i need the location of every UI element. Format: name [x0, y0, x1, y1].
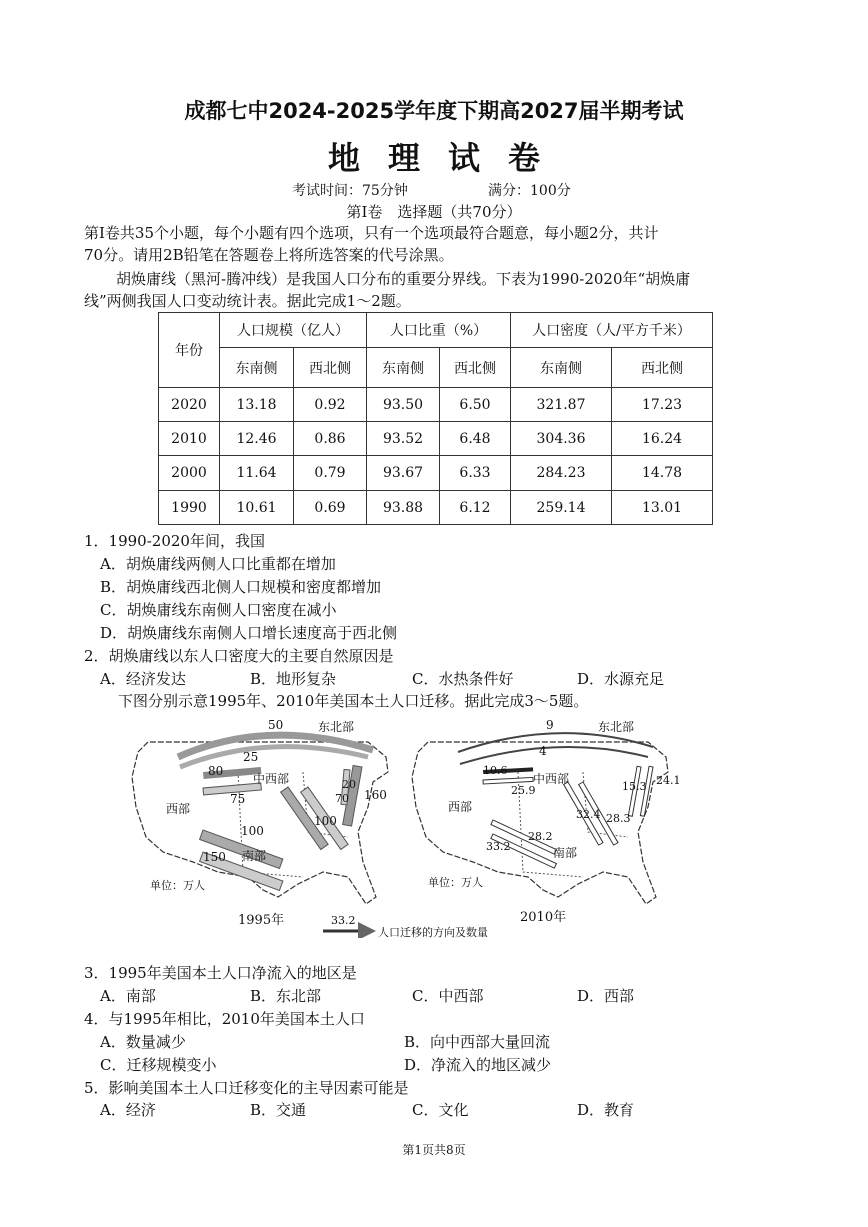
legend-label: 人口迁移的方向及数量 — [378, 926, 488, 939]
group-header-density: 人口密度（人/平方千米） — [511, 313, 713, 348]
q1-option-b: B．胡焕庸线西北侧人口规模和密度都增加 — [100, 578, 382, 596]
flow-label: 25.9 — [511, 784, 536, 797]
q1-option-c: C．胡焕庸线东南侧人口密度在减小 — [100, 601, 337, 619]
table-cell: 93.52 — [367, 422, 440, 456]
page-footer: 第1页共8页 — [402, 1143, 466, 1157]
table-cell: 16.24 — [612, 422, 713, 456]
table-cell: 12.46 — [220, 422, 294, 456]
q3-stem: 3．1995年美国本土人口净流入的地区是 — [84, 964, 357, 982]
unit-label-1995: 单位：万人 — [150, 879, 205, 892]
table-cell: 284.23 — [511, 456, 612, 491]
region-label-northeast: 东北部 — [318, 720, 355, 734]
table-cell: 321.87 — [511, 388, 612, 422]
q2-option-b: B．地形复杂 — [250, 670, 337, 688]
q5-option-b: B．交通 — [250, 1101, 307, 1119]
table-cell: 304.36 — [511, 422, 612, 456]
year-label-2010: 2010年 — [520, 910, 567, 925]
table-cell: 6.50 — [440, 388, 511, 422]
flow-label: 75 — [230, 792, 246, 806]
q3-option-d: D．西部 — [577, 987, 635, 1005]
table-cell: 14.78 — [612, 456, 713, 491]
flow-label: 80 — [208, 764, 224, 778]
flow-label: 9 — [546, 718, 554, 732]
table-cell: 13.18 — [220, 388, 294, 422]
q2-option-a: A．经济发达 — [100, 670, 186, 688]
migration-maps-figure — [118, 712, 681, 939]
flow-label: 20 — [342, 778, 356, 791]
q5-option-c: C．文化 — [412, 1101, 469, 1119]
passage-1-line-1: 胡焕庸线（黑河-腾冲线）是我国人口分布的重要分界线。下表为1990-2020年“胡焕庸 — [116, 270, 691, 288]
sub-header: 东南侧 — [511, 348, 612, 388]
region-label-west: 西部 — [448, 800, 473, 814]
q2-option-d: D．水源充足 — [577, 670, 665, 688]
unit-label-2010: 单位：万人 — [428, 876, 483, 889]
flow-label: 32.4 — [576, 808, 601, 821]
table-cell: 0.86 — [294, 422, 367, 456]
migration-maps-svg — [118, 712, 678, 938]
region-label-south: 南部 — [242, 849, 267, 863]
passage-1-line-2: 线”两侧我国人口变动统计表。据此完成1～2题。 — [84, 292, 411, 310]
sub-header: 东南侧 — [220, 348, 294, 388]
exam-title: 成都七中2024-2025学年度下期高2027届半期考试 — [184, 99, 684, 123]
table-cell: 1990 — [159, 491, 220, 525]
table-cell: 11.64 — [220, 456, 294, 491]
q3-option-c: C．中西部 — [412, 987, 484, 1005]
flow-label: 150 — [203, 850, 226, 864]
region-label-midwest: 中西部 — [253, 772, 290, 786]
region-label-northeast: 东北部 — [598, 720, 635, 734]
flow-label: 10.6 — [483, 764, 508, 777]
year-header: 年份 — [159, 313, 220, 388]
table-cell: 93.67 — [367, 456, 440, 491]
region-label-west: 西部 — [166, 802, 191, 816]
population-table — [158, 312, 713, 525]
q4-stem: 4．与1995年相比，2010年美国本土人口 — [84, 1010, 365, 1028]
table-cell: 2000 — [159, 456, 220, 491]
table-cell: 0.92 — [294, 388, 367, 422]
table-row — [159, 491, 713, 525]
q4-option-d: D．净流入的地区减少 — [404, 1056, 552, 1074]
table-cell: 259.14 — [511, 491, 612, 525]
table-cell: 0.69 — [294, 491, 367, 525]
region-label-south: 南部 — [553, 846, 578, 860]
flow-label: 24.1 — [656, 774, 681, 787]
flow-label: 160 — [364, 788, 387, 802]
sub-header: 西北侧 — [612, 348, 713, 388]
flow-label: 25 — [243, 750, 259, 764]
table-cell: 13.01 — [612, 491, 713, 525]
q5-option-a: A．经济 — [100, 1101, 156, 1119]
table-cell: 93.88 — [367, 491, 440, 525]
q1-option-a: A．胡焕庸线两侧人口比重都在增加 — [100, 555, 336, 573]
group-header-share: 人口比重（%） — [367, 313, 511, 348]
flow-label: 100 — [241, 824, 264, 838]
subject-title: 地理试卷 — [327, 139, 568, 177]
instructions-line-1: 第Ⅰ卷共35个小题，每个小题有四个选项，只有一个选项最符合题意，每小题2分，共计 — [84, 224, 659, 242]
sub-header: 东南侧 — [367, 348, 440, 388]
flow-label: 4 — [539, 744, 547, 758]
table-cell: 6.33 — [440, 456, 511, 491]
flow-label: 28.3 — [606, 812, 631, 825]
table-row — [159, 456, 713, 491]
q1-stem: 1．1990-2020年间，我国 — [84, 532, 265, 550]
group-header-scale: 人口规模（亿人） — [220, 313, 367, 348]
table-cell: 6.48 — [440, 422, 511, 456]
flow-label: 28.2 — [528, 830, 553, 843]
legend-value: 33.2 — [331, 914, 356, 927]
q4-option-b: B．向中西部大量回流 — [404, 1033, 551, 1051]
q1-option-d: D．胡焕庸线东南侧人口增长速度高于西北侧 — [100, 624, 398, 642]
q2-stem: 2．胡焕庸线以东人口密度大的主要自然原因是 — [84, 647, 394, 665]
q3-option-b: B．东北部 — [250, 987, 322, 1005]
flow-label: 100 — [314, 814, 337, 828]
q4-option-a: A．数量减少 — [100, 1033, 186, 1051]
table-row — [159, 388, 713, 422]
q5-stem: 5．影响美国本土人口迁移变化的主导因素可能是 — [84, 1079, 409, 1097]
year-label-1995: 1995年 — [238, 913, 285, 928]
table-cell: 6.12 — [440, 491, 511, 525]
sub-header: 西北侧 — [294, 348, 367, 388]
table-cell: 0.79 — [294, 456, 367, 491]
table-cell: 17.23 — [612, 388, 713, 422]
table-cell: 2020 — [159, 388, 220, 422]
flow-label: 15.3 — [622, 780, 647, 793]
full-score: 满分：100分 — [488, 183, 571, 199]
passage-2: 下图分别示意1995年、2010年美国本土人口迁移。据此完成3～5题。 — [118, 692, 589, 710]
flow-label: 33.2 — [486, 840, 511, 853]
exam-time: 考试时间：75分钟 — [292, 183, 408, 199]
table-row — [159, 422, 713, 456]
table-cell: 10.61 — [220, 491, 294, 525]
q4-option-c: C．迁移规模变小 — [100, 1056, 217, 1074]
instructions-line-2: 70分。请用2B铅笔在答题卷上将所选答案的代号涂黑。 — [84, 246, 454, 264]
table-cell: 93.50 — [367, 388, 440, 422]
table-cell: 2010 — [159, 422, 220, 456]
flow-label: 70 — [335, 792, 349, 805]
region-label-midwest: 中西部 — [533, 772, 570, 786]
q5-option-d: D．教育 — [577, 1101, 635, 1119]
sub-header: 西北侧 — [440, 348, 511, 388]
section-title: 第Ⅰ卷 选择题（共70分） — [346, 203, 522, 221]
flow-label: 50 — [268, 718, 284, 732]
q2-option-c: C．水热条件好 — [412, 670, 514, 688]
q3-option-a: A．南部 — [100, 987, 156, 1005]
